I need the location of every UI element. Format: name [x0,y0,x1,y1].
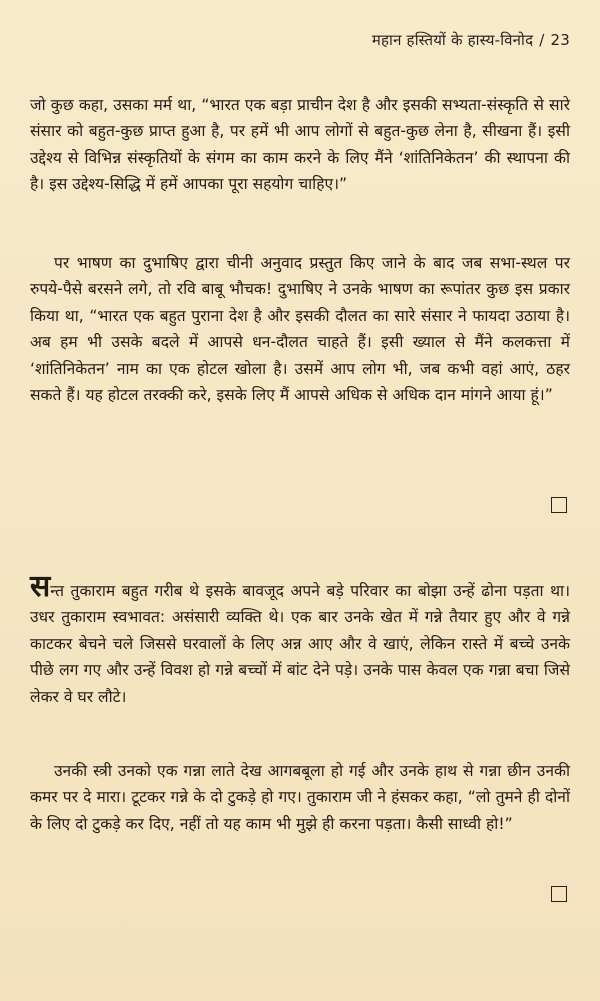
section-end-box-icon [551,886,567,902]
story2-paragraph-1-text: न्त तुकाराम बहुत गरीब थे इसके बावजूद अपने बड़े परिवार का बोझा उन्हें ढोना पड़ता था। उधर तुकाराम स्वभावत: असंसारी व्यक्ति थे। एक बार उनके खेत में गन्ने तैयार हुए और वे गन्ने काटकर बेचने चले जिससे घरवालों के लिए अन्न आए और वे खाएं, लेकिन रास्ते में बच्चे उनके पीछे लग गए और उन्हें विवश हो गन्ने बच्चों में बांट देने पड़े। उनके पास केवल एक गन्ना बचा जिसे लेकर वे घर लौटे। [30,582,570,706]
story1-paragraph-1: जो कुछ कहा, उसका मर्म था, “भारत एक बड़ा प्राचीन देश है और इसकी सभ्यता-संस्कृति से सारे संसार को बहुत-कुछ प्राप्त हुआ है, पर हमें भी आप लोगों से बहुत-कुछ लेना है, सीखना हैं। इसी उद्देश्य से विभिन्न संस्कृतियों के संगम का काम करने के लिए मैंने ‘शांतिनिकेतन’ की स्थापना की है। इस उद्देश्य-सिद्धि में हमें आपका पूरा सहयोग चाहिए।” [30,96,570,194]
page-number: 23 [550,31,570,49]
header-separator: / [539,31,545,49]
section-end-box-icon [551,497,567,513]
running-header [372,30,570,50]
header-title: महान हस्तियों के हास्य-विनोद [371,31,534,49]
story2-paragraph-1 [30,569,570,710]
story1-paragraph-2: पर भाषण का दुभाषिए द्वारा चीनी अनुवाद प्रस्तुत किए जाने के बाद जब सभा-स्थल पर रुपये-पैसे बरसने लगे, तो रवि बाबू भौचक! दुभाषिए ने उनके भाषण का रूपांतर कुछ इस प्रकार किया था, “भारत एक बहुत पुराना देश है और इसकी दौलत का सारे संसार ने फायदा उठाया है। अब हम भी उसके बदले में आपसे धन-दौलत चाहते हैं। इसी ख्याल से मैंने कलकत्ता में ‘शांतिनिकेतन’ नाम का एक होटल खोला है। उसमें आप लोग भी, जब कभी वहां आएं, ठहर सकते हैं। यह होटल तरक्की करे, इसके लिए मैं आपसे अधिक से अधिक दान मांगने आया हूं।” [30,254,570,405]
story2-paragraph-2: उनकी स्त्री उनको एक गन्ना लाते देख आगबबूला हो गई और उनके हाथ से गन्ना छीन उनकी कमर पर दे मारा। टूटकर गन्ने के दो टुकड़े हो गए। तुकाराम जी ने हंसकर कहा, “लो तुमने ही दोनों के लिए दो टुकड़े कर दिए, नहीं तो यह काम भी मुझे ही करना पड़ता। कैसी साध्वी हो!” [30,762,570,833]
drop-cap: स [30,569,51,604]
